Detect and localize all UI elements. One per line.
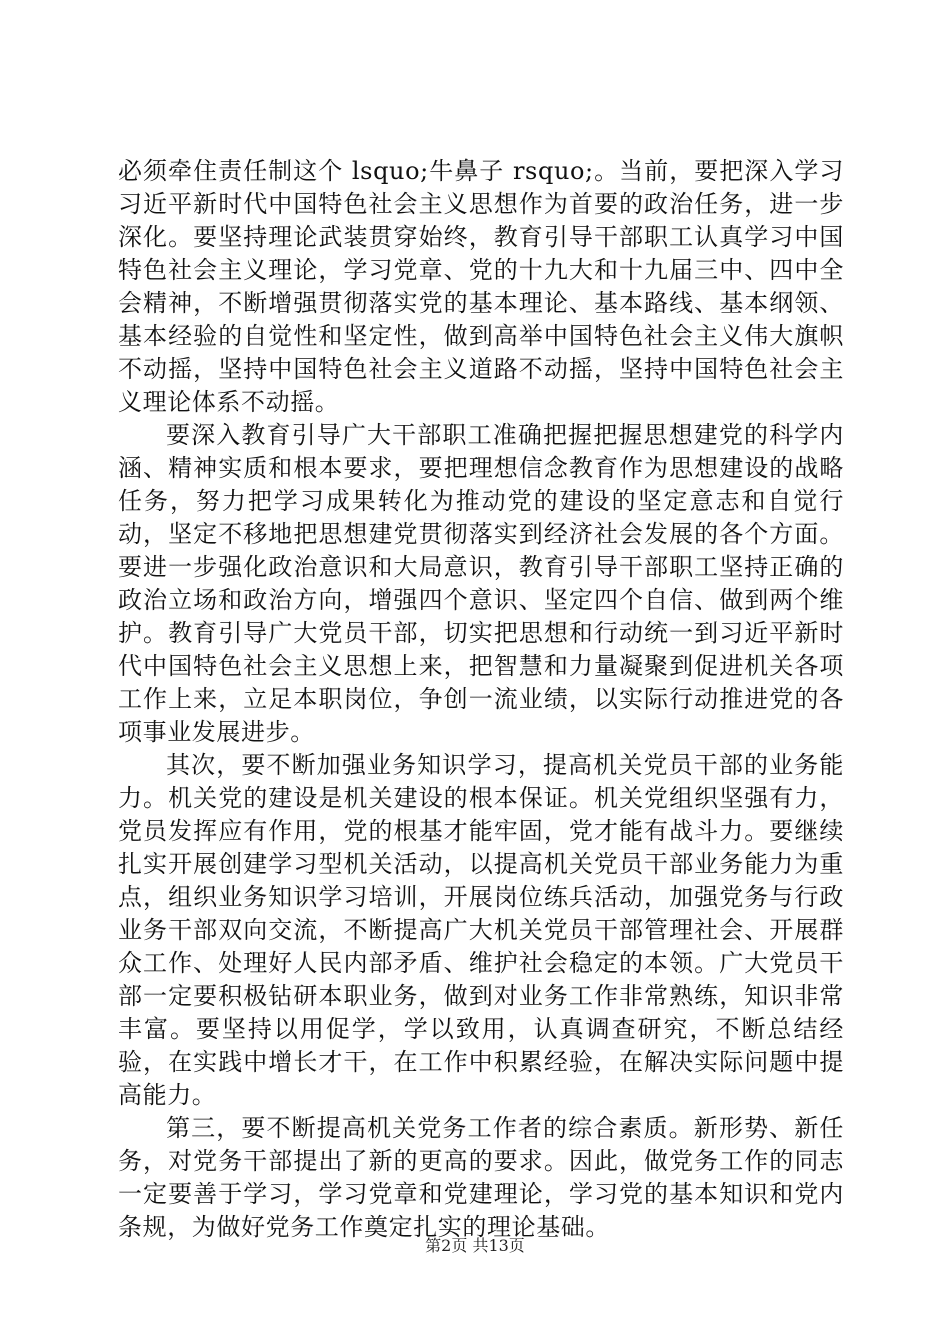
paragraph-4: 第三，要不断提高机关党务工作者的综合素质。新形势、新任务，对党务干部提出了新的更高的要求。因此，做党务工作的同志一定要善于学习，学习党章和党建理论，学习党的基本知识和党内条规，为做好党务工作奠定扎实的理论基础。 (118, 1114, 844, 1241)
paragraph-1: 必须牵住责任制这个 lsquo;牛鼻子 rsquo;。当前，要把深入学习习近平新时代中国特色社会主义思想作为首要的政治任务，进一步深化。要坚持理论武装贯穿始终，教育引导干部职工认真学习中国特色社会主义理论，学习党章、党的十九大和十九届三中、四中全会精神，不断增强贯彻落实党的基本理论、基本路线、基本纲领、基本经验的自觉性和坚定性，做到高举中国特色社会主义伟大旗帜不动摇，坚持中国特色社会主义道路不动摇，坚持中国特色社会主义理论体系不动摇。 (118, 157, 844, 416)
paragraph-2: 要深入教育引导广大干部职工准确把握把握思想建党的科学内涵、精神实质和根本要求，要把理想信念教育作为思想建设的战略任务，努力把学习成果转化为推动党的建设的坚定意志和自觉行动，坚定不移地把思想建党贯彻落实到经济社会发展的各个方面。要进一步强化政治意识和大局意识，教育引导干部职工坚持正确的政治立场和政治方向，增强四个意识、坚定四个自信、做到两个维护。教育引导广大党员干部，切实把思想和行动统一到习近平新时代中国特色社会主义思想上来，把智慧和力量凝聚到促进机关各项工作上来，立足本职岗位，争创一流业绩，以实际行动推进党的各项事业发展进步。 (118, 421, 844, 746)
page-number-footer: 第2页 共13页 (425, 1236, 525, 1255)
paragraph-3: 其次，要不断加强业务知识学习，提高机关党员干部的业务能力。机关党的建设是机关建设的根本保证。机关党组织坚强有力，党员发挥应有作用，党的根基才能牢固，党才能有战斗力。要继续扎实开展创建学习型机关活动，以提高机关党员干部业务能力为重点，组织业务知识学习培训，开展岗位练兵活动，加强党务与行政业务干部双向交流，不断提高广大机关党员干部管理社会、开展群众工作、处理好人民内部矛盾、维护社会稳定的本领。广大党员干部一定要积极钻研本职业务，做到对业务工作非常熟练，知识非常丰富。要坚持以用促学，学以致用，认真调查研究，不断总结经验，在实践中增长才干，在工作中积累经验，在解决实际问题中提高能力。 (118, 751, 844, 1109)
document-body (118, 155, 844, 1244)
